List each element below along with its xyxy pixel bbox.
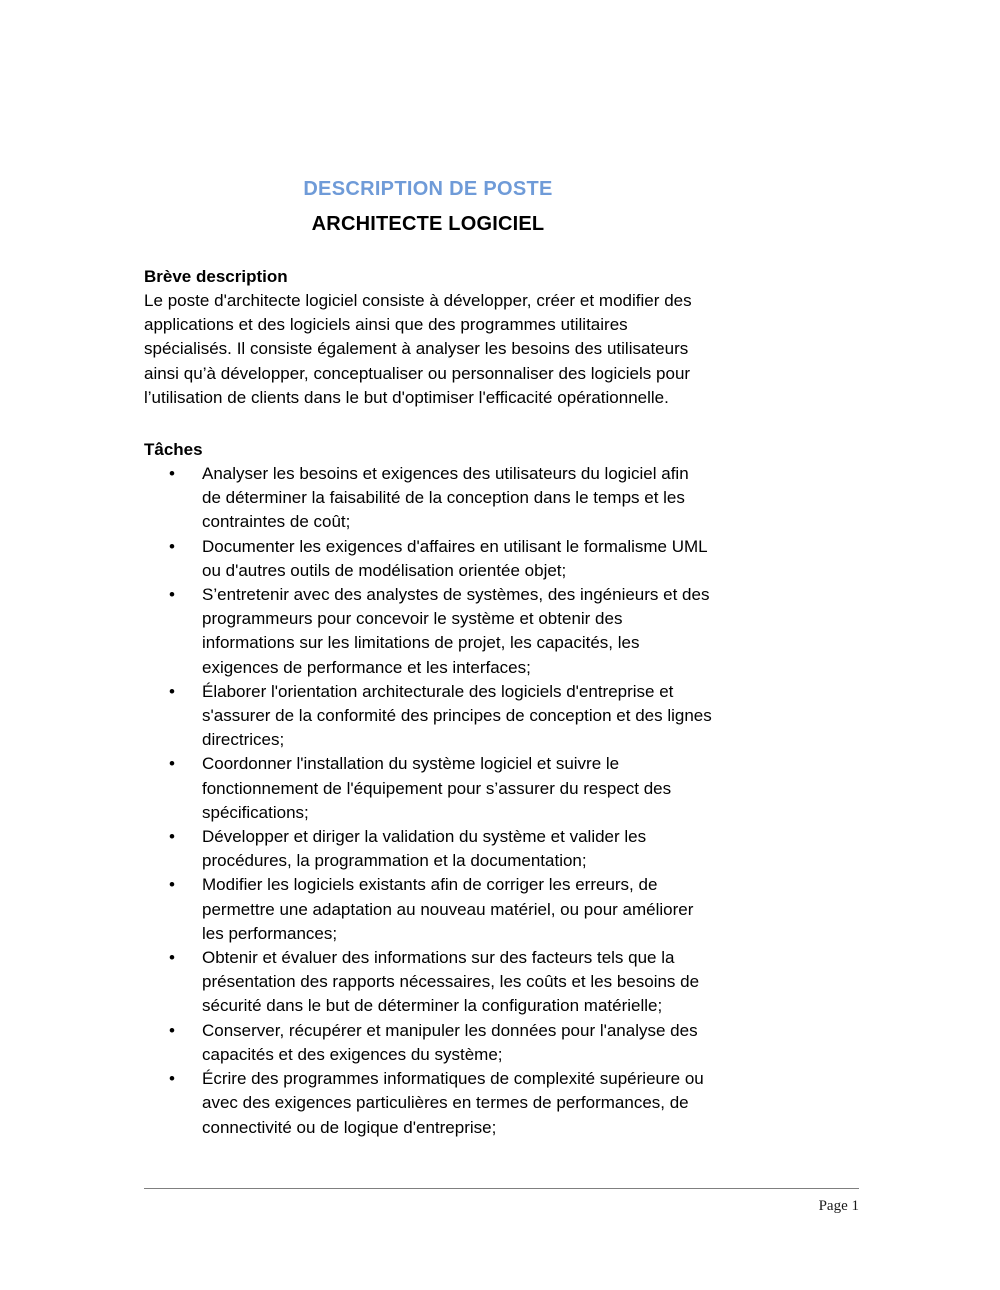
- list-item-text: Conserver, récupérer et manipuler les données pour l'analyse des capacités et des exigences du système;: [202, 1020, 698, 1064]
- section-tasks: [144, 438, 712, 1140]
- document-content: [144, 0, 712, 1140]
- list-item-text: Coordonner l'installation du système logiciel et suivre le fonctionnement de l'équipement pour s’assurer du respect des spécifications;: [202, 754, 672, 822]
- list-item-text: Documenter les exigences d'affaires en utilisant le formalisme UML ou d'autres outils de modélisation orientée objet;: [202, 536, 707, 580]
- list-item: [144, 462, 712, 535]
- bullet-icon: •: [169, 827, 175, 847]
- brief-description-paragraph: Le poste d'architecte logiciel consiste à développer, créer et modifier des applications et des logiciels ainsi que des programmes utilitaires spécialisés. Il consiste également à analyser les besoins des utilisateurs ainsi qu’à développer, conceptualiser ou personnaliser des logiciels pour l’utilisation de clients dans le but d'optimiser l'efficacité opérationnelle.: [144, 291, 692, 407]
- bullet-icon: •: [169, 754, 175, 774]
- bullet-icon: •: [169, 948, 175, 968]
- list-item-text: Développer et diriger la validation du système et valider les procédures, la programmation et la documentation;: [202, 827, 647, 871]
- list-item: [144, 535, 712, 583]
- section-brief-description: [144, 265, 712, 410]
- bullet-icon: •: [169, 681, 175, 701]
- list-item: [144, 1067, 712, 1140]
- bullet-icon: •: [169, 464, 175, 484]
- list-item-text: Écrire des programmes informatiques de complexité supérieure ou avec des exigences particulières en termes de performances, de connectivité ou de logique d'entreprise;: [202, 1069, 704, 1137]
- list-item-text: Modifier les logiciels existants afin de corriger les erreurs, de permettre une adaptation au nouveau matériel, ou pour améliorer les performances;: [202, 875, 694, 943]
- page-number: Page 1: [818, 1198, 859, 1214]
- list-item: [144, 873, 712, 946]
- bullet-icon: •: [169, 1020, 175, 1040]
- list-item: [144, 752, 712, 825]
- footer-divider: [144, 1188, 859, 1189]
- bullet-icon: •: [169, 585, 175, 605]
- page-title: ARCHITECTE LOGICIEL: [311, 213, 545, 235]
- section-heading-tasks: Tâches: [144, 440, 203, 460]
- page-footer: [144, 1188, 859, 1216]
- list-item: [144, 583, 712, 680]
- list-item-text: S’entretenir avec des analystes de systèmes, des ingénieurs et des programmeurs pour concevoir le système et obtenir des informations sur les limitations de projet, les capacités, les exigences de performance et les interfaces;: [202, 585, 710, 677]
- list-item-text: Obtenir et évaluer des informations sur des facteurs tels que la présentation des rapports nécessaires, les coûts et les besoins de sécurité dans le but de déterminer la configuration matérielle;: [202, 948, 700, 1016]
- bullet-icon: •: [169, 536, 175, 556]
- bullet-icon: •: [169, 875, 175, 895]
- document-header: [144, 0, 712, 237]
- list-item-text: Analyser les besoins et exigences des utilisateurs du logiciel afin de déterminer la faisabilité de la conception dans le temps et les contraintes de coût;: [202, 464, 689, 532]
- tasks-list: [144, 462, 712, 1140]
- list-item: [144, 1019, 712, 1067]
- list-item-text: Élaborer l'orientation architecturale des logiciels d'entreprise et s'assurer de la conformité des principes de conception et des lignes directrices;: [202, 681, 712, 750]
- bullet-icon: •: [169, 1069, 175, 1089]
- document-kicker: DESCRIPTION DE POSTE: [303, 178, 553, 200]
- list-item: [144, 946, 712, 1019]
- list-item: [144, 825, 712, 873]
- section-heading-brief-description: Brève description: [144, 267, 288, 286]
- list-item: [144, 680, 712, 753]
